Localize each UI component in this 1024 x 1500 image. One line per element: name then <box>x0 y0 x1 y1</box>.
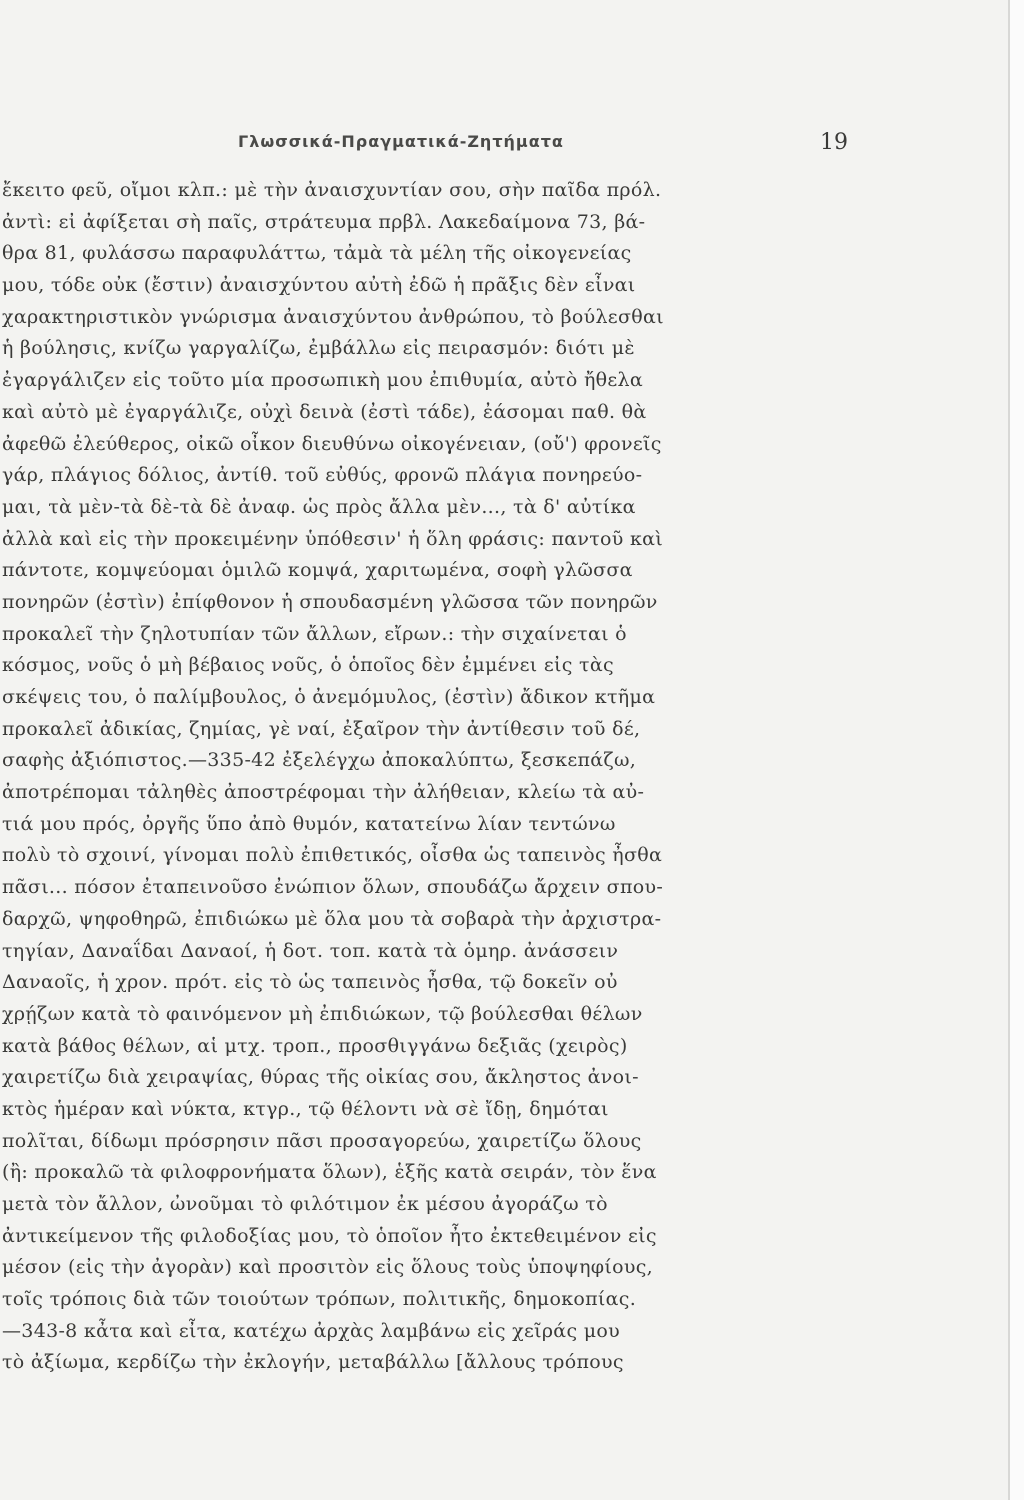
text-line: προκαλεῖ τὴν ζηλοτυπίαν τῶν ἄλλων, εἴρων.: τὴν σιχαίνεται ὁ <box>2 622 627 645</box>
text-line: τὸ ἀξίωμα, κερδίζω τὴν ἐκλογήν, μεταβάλλω [ἄλλους τρόπους <box>2 1351 624 1374</box>
text-line: ἀφεθῶ ἐλεύθερος, οἰκῶ οἶκον διευθύνω οἰκογένειαν, (οὔ') φρονεῖς <box>2 432 662 455</box>
text-line: ἡ βούλησις, κνίζω γαργαλίζω, ἐμβάλλω εἰς πειρασμόν: διότι μὲ <box>2 337 635 360</box>
text-line: πονηρῶν (ἐστὶν) ἐπίφθονον ἡ σπουδασμένη γλῶσσα τῶν πονηρῶν <box>2 590 658 613</box>
page-number: 19 <box>820 130 848 155</box>
text-line: ἀλλὰ καὶ εἰς τὴν προκειμένην ὑπόθεσιν' ἡ ὅλη φράσις: παντοῦ καὶ <box>2 527 664 550</box>
text-line: ἔκειτο φεῦ, οἴμοι κλπ.: μὲ τὴν ἀναισχυντίαν σου, σὴν παῖδα πρόλ. <box>2 179 662 201</box>
running-head: Γλωσσικά-Πραγματικά-Ζητήματα <box>238 132 564 151</box>
text-line: μου, τόδε οὐκ (ἔστιν) ἀναισχύντου αὐτὴ ἐδῶ ἡ πρᾶξις δὲν εἶναι <box>2 274 636 297</box>
text-line: ἀντικείμενον τῆς φιλοδοξίας μου, τὸ ὁποῖον ἦτο ἐκτεθειμένον εἰς <box>2 1224 657 1247</box>
text-line: γάρ, πλάγιος δόλιος, ἀντίθ. τοῦ εὐθύς, φρονῶ πλάγια πονηρεύο- <box>2 464 643 487</box>
text-line: κατὰ βάθος θέλων, αἱ μτχ. τροπ., προσθιγγάνω δεξιᾶς (χειρὸς) <box>2 1034 628 1057</box>
text-line: ἀποτρέπομαι τἀληθὲς ἀποστρέφομαι τὴν ἀλήθειαν, κλείω τὰ αὐ- <box>2 781 645 804</box>
text-line: μετὰ τὸν ἄλλον, ὠνοῦμαι τὸ φιλότιμον ἐκ μέσου ἀγοράζω τὸ <box>2 1193 608 1215</box>
body-text <box>0 175 1000 1379</box>
text-line: —343-8 κἆτα καὶ εἶτα, κατέχω ἀρχὰς λαμβάνω εἰς χεῖράς μου <box>2 1319 620 1342</box>
text-line: σαφὴς ἀξιόπιστος.—335-42 ἐξελέγχω ἀποκαλύπτω, ξεσκεπάζω, <box>2 749 637 772</box>
page-header <box>0 130 1012 160</box>
text-line: χαρακτηριστικὸν γνώρισμα ἀναισχύντου ἀνθρώπου, τὸ βούλεσθαι <box>2 305 664 328</box>
text-line: ἀντὶ: εἰ ἀφίξεται σὴ παῖς, στράτευμα πρβλ. Λακεδαίμονα 73, βά- <box>2 210 646 233</box>
text-line: πολὺ τὸ σχοινί, γίνομαι πολὺ ἐπιθετικός, οἶσθα ὡς ταπεινὸς ἦσθα <box>2 844 663 867</box>
text-line: μέσον (εἰς τὴν ἀγορὰν) καὶ προσιτὸν εἰς ὅλους τοὺς ὑποψηφίους, <box>2 1256 654 1279</box>
text-line: τηγίαν, Δαναΐδαι Δαναοί, ἡ δοτ. τοπ. κατὰ τὰ ὁμηρ. ἀνάσσειν <box>2 939 619 962</box>
text-line: δαρχῶ, ψηφοθηρῶ, ἐπιδιώκω μὲ ὅλα μου τὰ σοβαρὰ τὴν ἀρχιστρα- <box>2 907 662 930</box>
text-line: τοῖς τρόποις διὰ τῶν τοιούτων τρόπων, πολιτικῆς, δημοκοπίας. <box>2 1288 637 1311</box>
text-line: (ἢ: προκαλῶ τὰ φιλοφρονήματα ὅλων), ἑξῆς κατὰ σειράν, τὸν ἕνα <box>2 1161 657 1184</box>
text-line: καὶ αὐτὸ μὲ ἐγαργάλιζε, οὐχὶ δεινὰ (ἐστὶ τάδε), ἐάσομαι παθ. θὰ <box>2 400 647 423</box>
text-line: τιά μου πρός, ὀργῆς ὕπο ἀπὸ θυμόν, κατατείνω λίαν τεντώνω <box>2 812 616 835</box>
text-line: μαι, τὰ μὲν-τὰ δὲ-τὰ δὲ ἀναφ. ὡς πρὸς ἄλλα μὲν..., τὰ δ' αὐτίκα <box>2 495 636 518</box>
text-line: πᾶσι... πόσον ἐταπεινοῦσο ἐνώπιον ὅλων, σπουδάζω ἄρχειν σπου- <box>2 876 664 899</box>
text-line: χαιρετίζω διὰ χειραψίας, θύρας τῆς οἰκίας σου, ἄκληστος ἀνοι- <box>2 1066 639 1089</box>
text-line: πάντοτε, κομψεύομαι ὁμιλῶ κομψά, χαριτωμένα, σοφὴ γλῶσσα <box>2 559 633 582</box>
text-line: σκέψεις του, ὁ παλίμβουλος, ὁ ἀνεμόμυλος, (ἐστὶν) ἄδικον κτῆμα <box>2 686 656 708</box>
text-line: κόσμος, νοῦς ὁ μὴ βέβαιος νοῦς, ὁ ὁποῖος δὲν ἐμμένει εἰς τὰς <box>2 654 614 677</box>
text-line: πολῖται, δίδωμι πρόσρησιν πᾶσι προσαγορεύω, χαιρετίζω ὅλους <box>2 1129 642 1152</box>
text-line: θρα 81, φυλάσσω παραφυλάττω, τἀμὰ τὰ μέλη τῆς οἰκογενείας <box>2 242 632 265</box>
text-line: χρῄζων κατὰ τὸ φαινόμενον μὴ ἐπιδιώκων, τῷ βούλεσθαι θέλων <box>2 1002 643 1025</box>
text-line: κτὸς ἡμέραν καὶ νύκτα, κτγρ., τῷ θέλοντι νὰ σὲ ἴδῃ, δημόται <box>2 1097 609 1120</box>
text-line: Δαναοῖς, ἡ χρον. πρότ. εἰς τὸ ὡς ταπεινὸς ἦσθα, τῷ δοκεῖν οὐ <box>2 971 618 994</box>
text-line: προκαλεῖ ἀδικίας, ζημίας, γὲ ναί, ἐξαῖρον τὴν ἀντίθεσιν τοῦ δέ, <box>2 717 641 740</box>
text-line: ἐγαργάλιζεν εἰς τοῦτο μία προσωπικὴ μου ἐπιθυμία, αὐτὸ ἤθελα <box>2 369 644 392</box>
page-edge <box>1008 0 1024 1500</box>
